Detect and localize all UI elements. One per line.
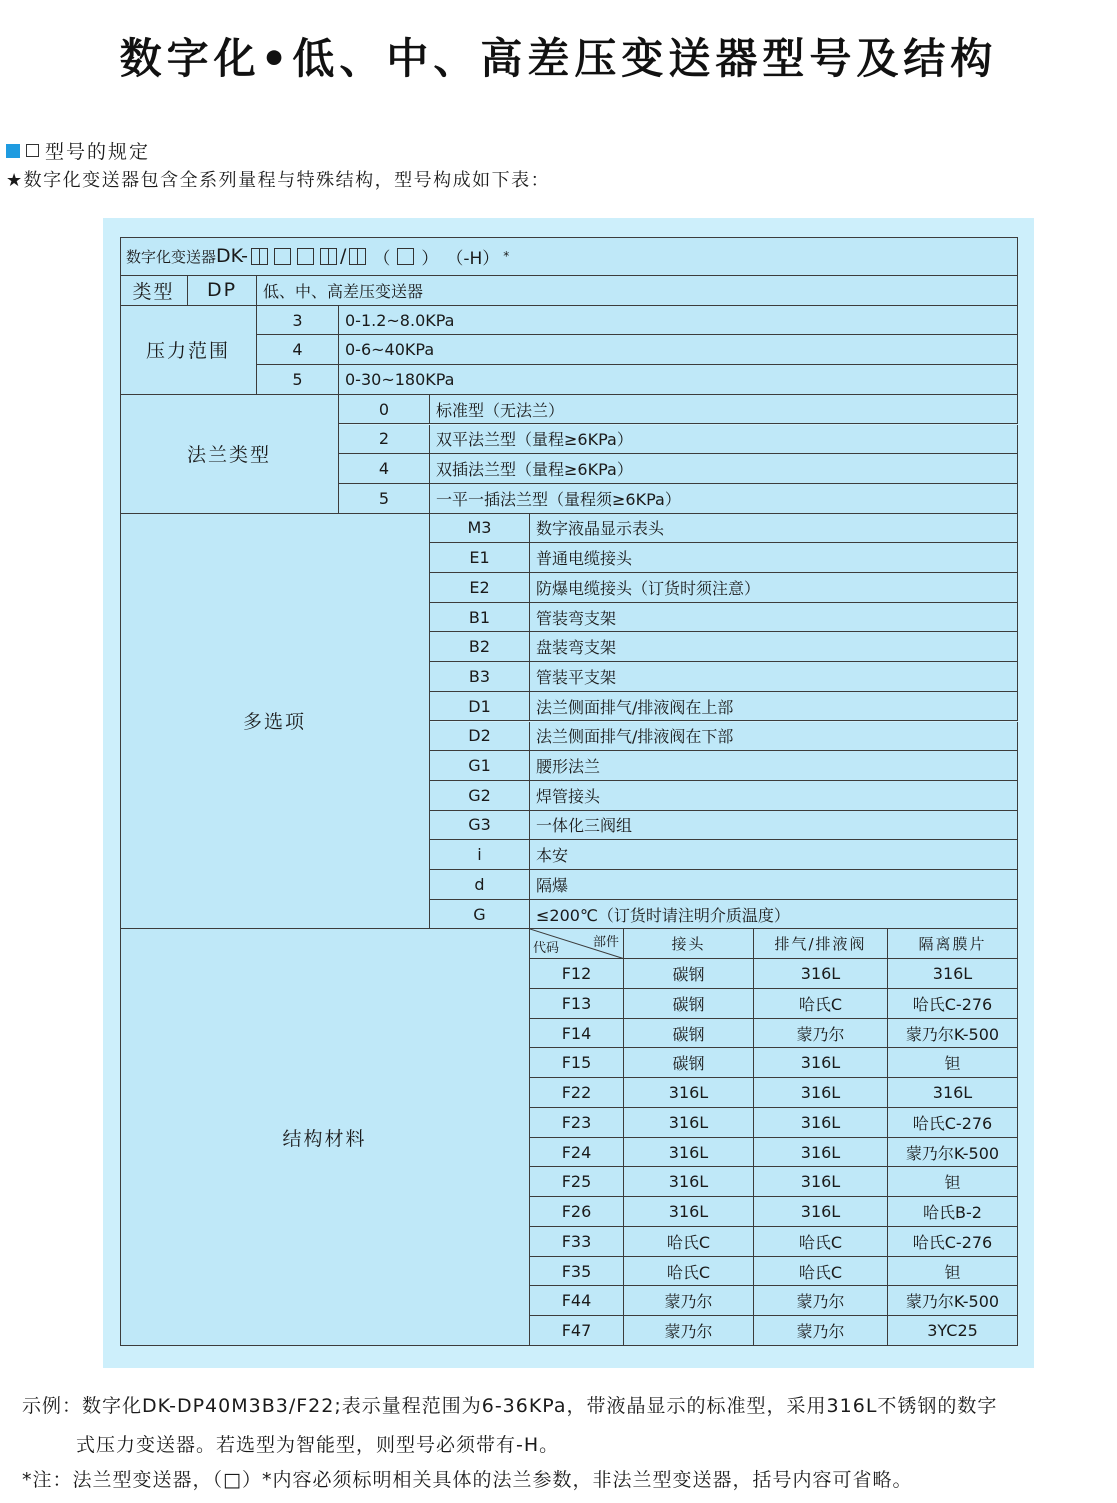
material-code: F24	[530, 1138, 624, 1168]
material-code: F26	[530, 1197, 624, 1227]
type-label: 类型	[120, 276, 188, 306]
option-code: G2	[430, 781, 530, 811]
corner-code-label: 代码	[533, 941, 560, 957]
material-valve: 316L	[754, 1197, 888, 1227]
material-valve: 蒙乃尔	[754, 1019, 888, 1049]
footnote-star: *	[503, 249, 510, 263]
materials-header: 隔离膜片	[888, 929, 1018, 959]
material-joint: 碳钢	[624, 959, 754, 989]
option-code: G3	[430, 811, 530, 841]
section-heading-text: 型号的规定	[45, 141, 151, 163]
material-code: F25	[530, 1167, 624, 1197]
paren-open: （	[373, 248, 391, 269]
code-box-icon	[320, 248, 337, 265]
option-desc: 隔爆	[530, 870, 1018, 900]
pressure-desc: 0-30~180KPa	[339, 365, 1018, 395]
model-prefix: 数字化变送器	[126, 247, 217, 266]
option-code: B2	[430, 632, 530, 662]
model-suffix: （-H）	[446, 248, 500, 269]
option-desc: 一体化三阀组	[530, 811, 1018, 841]
filled-square-icon	[6, 144, 20, 158]
material-joint: 316L	[624, 1078, 754, 1108]
flange-code: 4	[339, 454, 430, 484]
material-diaphragm: 3YC25	[888, 1316, 1018, 1346]
example-text: 示例：数字化DK-DP40M3B3/F22;表示量程范围为6-36KPa，带液晶显示的标准型，采用316L不锈钢的数字	[22, 1395, 998, 1417]
material-diaphragm: 钽	[888, 1167, 1018, 1197]
option-code: E2	[430, 573, 530, 603]
option-code: M3	[430, 514, 530, 544]
materials-label: 结构材料	[120, 929, 530, 1346]
material-code: F15	[530, 1048, 624, 1078]
material-joint: 316L	[624, 1197, 754, 1227]
code-box-icon	[349, 248, 366, 265]
page-title: 数字化•低、中、高差压变送器型号及结构	[119, 34, 998, 83]
material-diaphragm: 蒙乃尔K-500	[888, 1019, 1018, 1049]
option-code: E1	[430, 543, 530, 573]
option-code: D2	[430, 722, 530, 752]
option-code: i	[430, 840, 530, 870]
material-valve: 316L	[754, 959, 888, 989]
material-diaphragm: 316L	[888, 959, 1018, 989]
material-code: F12	[530, 959, 624, 989]
option-desc: 法兰侧面排气/排液阀在下部	[530, 722, 1018, 752]
material-joint: 316L	[624, 1167, 754, 1197]
material-code: F22	[530, 1078, 624, 1108]
material-joint: 哈氏C	[624, 1227, 754, 1257]
option-desc: 盘装弯支架	[530, 632, 1018, 662]
material-joint: 蒙乃尔	[624, 1286, 754, 1316]
code-box-icon	[297, 248, 314, 265]
option-desc: 管装弯支架	[530, 603, 1018, 633]
materials-header: 接头	[624, 929, 754, 959]
flange-desc: 标准型（无法兰）	[430, 395, 1018, 425]
flange-desc: 双平法兰型（量程≥6KPa）	[430, 425, 1018, 455]
code-box-icon	[251, 248, 268, 265]
material-valve: 316L	[754, 1108, 888, 1138]
material-valve: 316L	[754, 1048, 888, 1078]
option-desc: 管装平支架	[530, 662, 1018, 692]
material-diaphragm: 蒙乃尔K-500	[888, 1138, 1018, 1168]
material-code: F33	[530, 1227, 624, 1257]
material-valve: 哈氏C	[754, 1257, 888, 1287]
option-desc: 焊管接头	[530, 781, 1018, 811]
option-desc: 普通电缆接头	[530, 543, 1018, 573]
material-valve: 316L	[754, 1138, 888, 1168]
model-code: DK-	[216, 245, 248, 267]
option-code: G1	[430, 751, 530, 781]
material-valve: 蒙乃尔	[754, 1286, 888, 1316]
model-slash: /	[339, 245, 347, 267]
code-box-icon	[274, 248, 291, 265]
material-joint: 316L	[624, 1138, 754, 1168]
option-desc: 防爆电缆接头（订货时须注意）	[530, 573, 1018, 603]
option-code: D1	[430, 692, 530, 722]
options-label: 多选项	[120, 514, 430, 930]
material-diaphragm: 哈氏C-276	[888, 989, 1018, 1019]
material-valve: 316L	[754, 1078, 888, 1108]
material-diaphragm: 钽	[888, 1257, 1018, 1287]
flange-desc: 一平一插法兰型（量程须≥6KPa）	[430, 484, 1018, 514]
type-code: DP	[188, 276, 257, 306]
flange-code: 5	[339, 484, 430, 514]
material-diaphragm: 哈氏C-276	[888, 1108, 1018, 1138]
material-joint: 碳钢	[624, 1019, 754, 1049]
material-joint: 蒙乃尔	[624, 1316, 754, 1346]
option-code: B1	[430, 603, 530, 633]
material-joint: 316L	[624, 1108, 754, 1138]
materials-corner-header	[530, 929, 624, 959]
paren-close: ）	[421, 248, 439, 269]
option-code: G	[430, 900, 530, 930]
pressure-code: 5	[257, 365, 339, 395]
pressure-desc: 0-1.2~8.0KPa	[339, 306, 1018, 336]
corner-part-label: 部件	[592, 935, 619, 951]
option-desc: 法兰侧面排气/排液阀在上部	[530, 692, 1018, 722]
option-code: d	[430, 870, 530, 900]
materials-header: 排气/排液阀	[754, 929, 888, 959]
material-valve: 哈氏C	[754, 989, 888, 1019]
material-code: F14	[530, 1019, 624, 1049]
material-valve: 哈氏C	[754, 1227, 888, 1257]
material-diaphragm: 蒙乃尔K-500	[888, 1286, 1018, 1316]
option-code: B3	[430, 662, 530, 692]
material-code: F23	[530, 1108, 624, 1138]
material-valve: 316L	[754, 1167, 888, 1197]
material-diaphragm: 哈氏C-276	[888, 1227, 1018, 1257]
pressure-label: 压力范围	[120, 306, 257, 395]
material-code: F13	[530, 989, 624, 1019]
material-diaphragm: 哈氏B-2	[888, 1197, 1018, 1227]
flange-label: 法兰类型	[120, 395, 339, 514]
model-table	[120, 237, 1018, 1346]
material-diaphragm: 钽	[888, 1048, 1018, 1078]
type-desc: 低、中、高差压变送器	[257, 276, 1018, 306]
flange-desc: 双插法兰型（量程≥6KPa）	[430, 454, 1018, 484]
material-code: F44	[530, 1286, 624, 1316]
footnote: *注：法兰型变送器，（□）*内容必须标明相关具体的法兰参数，非法兰型变送器，括号内容可省略。	[22, 1469, 913, 1491]
material-joint: 碳钢	[624, 989, 754, 1019]
material-joint: 碳钢	[624, 1048, 754, 1078]
example-text-continued: 式压力变送器。若选型为智能型，则型号必须带有-H。	[76, 1434, 560, 1456]
material-diaphragm: 316L	[888, 1078, 1018, 1108]
option-desc: 数字液晶显示表头	[530, 514, 1018, 544]
flange-code: 2	[339, 425, 430, 455]
material-joint: 哈氏C	[624, 1257, 754, 1287]
section-heading	[6, 137, 150, 164]
intro-text: ★数字化变送器包含全系列量程与特殊结构，型号构成如下表：	[6, 170, 551, 191]
option-desc: 本安	[530, 840, 1018, 870]
empty-square-icon	[26, 144, 39, 157]
pressure-code: 3	[257, 306, 339, 336]
option-desc: ≤200℃（订货时请注明介质温度）	[530, 900, 1018, 930]
material-code: F35	[530, 1257, 624, 1287]
pressure-desc: 0-6~40KPa	[339, 335, 1018, 365]
option-desc: 腰形法兰	[530, 751, 1018, 781]
material-code: F47	[530, 1316, 624, 1346]
material-valve: 蒙乃尔	[754, 1316, 888, 1346]
code-box-icon	[397, 248, 414, 265]
model-code-row	[120, 237, 1018, 276]
flange-code: 0	[339, 395, 430, 425]
pressure-code: 4	[257, 335, 339, 365]
